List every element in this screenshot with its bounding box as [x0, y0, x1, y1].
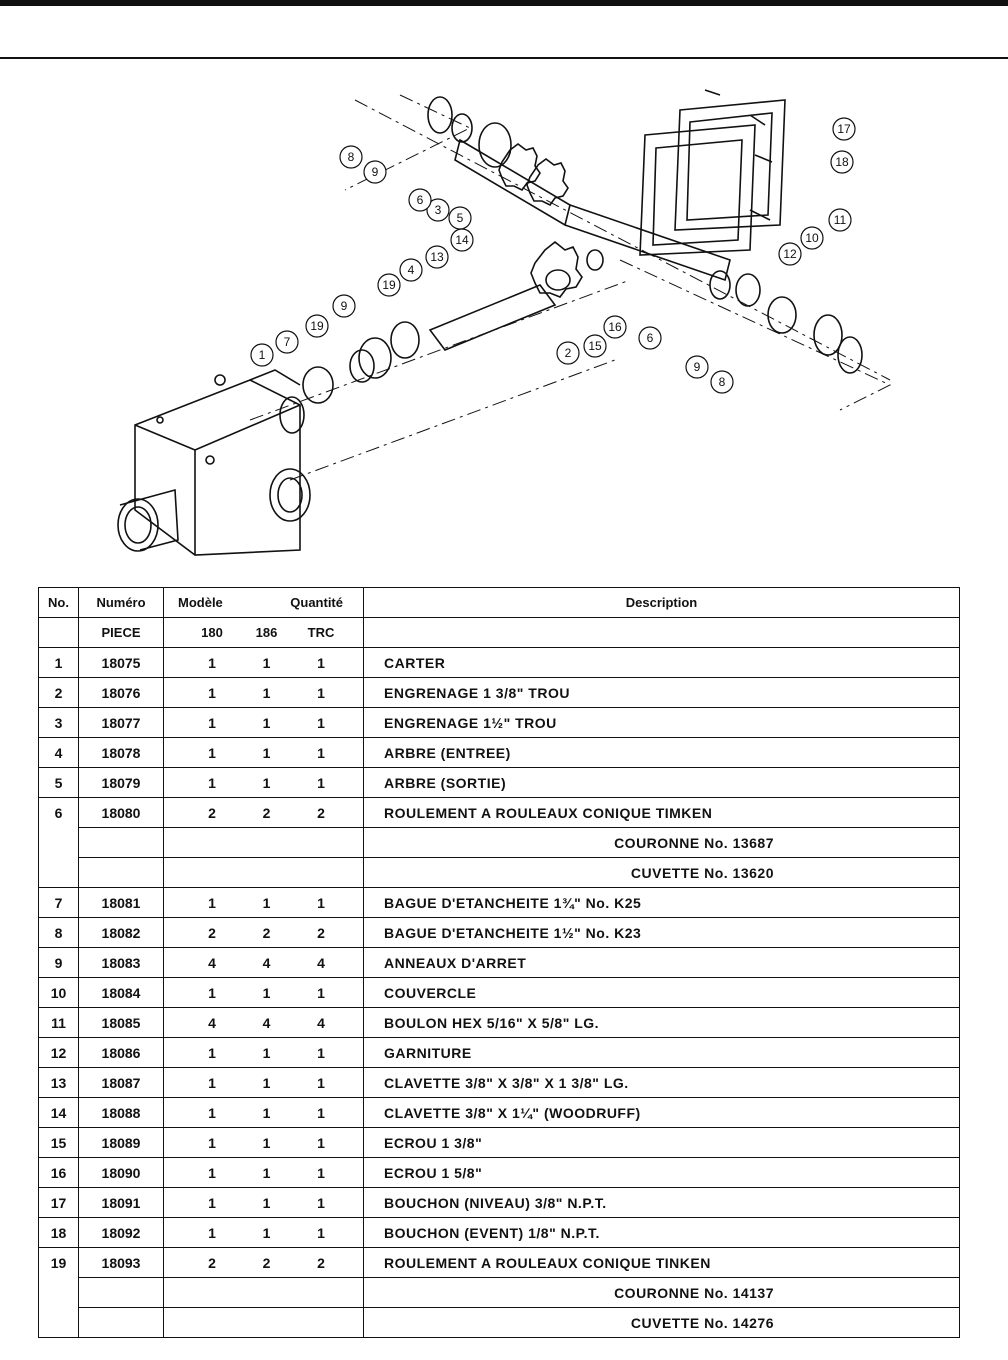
header-models: [164, 618, 364, 648]
cell-numero-empty: [79, 858, 164, 888]
cell-quantities: [164, 948, 364, 978]
cell-quantities: [164, 1188, 364, 1218]
cell-numero-empty: [79, 1278, 164, 1308]
callout-1: 1: [258, 348, 266, 362]
cell-quantities: [164, 888, 364, 918]
table-subrow: [39, 1308, 960, 1338]
table-row: [39, 648, 960, 678]
cell-qty-trc: 1: [317, 1104, 325, 1121]
cell-description: ENGRENAGE 1½" TROU: [364, 708, 960, 738]
callout-6: 6: [416, 193, 424, 207]
cell-numero-empty: [79, 828, 164, 858]
cell-numero: 18077: [79, 708, 164, 738]
cell-qty-trc: 1: [317, 984, 325, 1001]
header-rule: [0, 0, 1008, 6]
cell-description: BAGUE D'ETANCHEITE 1½" No. K23: [364, 918, 960, 948]
cell-description: ARBRE (SORTIE): [364, 768, 960, 798]
cell-qty-186: 1: [262, 774, 271, 791]
cell-quantities: [164, 738, 364, 768]
callout-19: 19: [382, 278, 396, 292]
callout-7: 7: [283, 335, 291, 349]
cell-numero: 18083: [79, 948, 164, 978]
header-modele-quantite: [164, 588, 364, 618]
callout-2: 2: [564, 346, 572, 360]
cell-qty-186: 1: [262, 654, 271, 671]
cell-description: GARNITURE: [364, 1038, 960, 1068]
cell-qty-trc: 2: [317, 804, 325, 821]
cell-no: 16: [39, 1158, 79, 1188]
cell-numero: 18084: [79, 978, 164, 1008]
callout-5: 5: [456, 211, 464, 225]
callout-13: 13: [430, 250, 444, 264]
cell-numero: 18080: [79, 798, 164, 828]
cell-quantities: [164, 768, 364, 798]
cell-no: 4: [39, 738, 79, 768]
table-row: [39, 708, 960, 738]
cell-description: BOUCHON (NIVEAU) 3/8" N.P.T.: [364, 1188, 960, 1218]
cell-qty-186: 2: [262, 804, 271, 821]
cell-qty-180: 1: [208, 1134, 216, 1151]
callout-3: 3: [434, 203, 442, 217]
cell-numero: 18085: [79, 1008, 164, 1038]
input-shaft-drawing: [280, 242, 603, 433]
cell-qty-trc: 1: [317, 744, 325, 761]
cell-qty-180: 1: [208, 654, 216, 671]
cell-qty-186: 1: [262, 1044, 271, 1061]
cell-numero: 18091: [79, 1188, 164, 1218]
callout-10: 10: [805, 231, 819, 245]
cell-qty-180: 1: [208, 1074, 216, 1091]
cell-quantities: [164, 798, 364, 828]
cell-qty-180: 1: [208, 684, 216, 701]
cell-qty-180: 4: [208, 954, 216, 971]
header-description: Description: [364, 588, 960, 618]
table-row: [39, 1068, 960, 1098]
cell-qty-trc: 1: [317, 1194, 325, 1211]
cell-qty-186: 1: [262, 1134, 271, 1151]
cell-qty-180: 1: [208, 1104, 216, 1121]
header-piece: PIECE: [79, 618, 164, 648]
table-subrow: [39, 858, 960, 888]
cover-drawing: [640, 90, 785, 255]
header-numero: Numéro: [79, 588, 164, 618]
table-row: [39, 1248, 960, 1278]
cell-numero: 18079: [79, 768, 164, 798]
cell-numero: 18093: [79, 1248, 164, 1278]
table-row: [39, 768, 960, 798]
cell-qty-trc: 1: [317, 1044, 325, 1061]
cell-no: 8: [39, 918, 79, 948]
cell-no-empty: [39, 1278, 79, 1308]
cell-quantities: [164, 978, 364, 1008]
subheader-desc-empty: [364, 618, 960, 648]
cell-numero: 18090: [79, 1158, 164, 1188]
cell-description: ARBRE (ENTREE): [364, 738, 960, 768]
cell-description: ECROU 1 5/8": [364, 1158, 960, 1188]
callout-14: 14: [455, 233, 469, 247]
table-subheader-row: [39, 618, 960, 648]
cell-numero: 18081: [79, 888, 164, 918]
cell-qty-186: 2: [262, 1254, 271, 1271]
cell-qty-trc: 1: [317, 714, 325, 731]
cell-quantities: [164, 1248, 364, 1278]
cell-quantities: [164, 1008, 364, 1038]
cell-qty-trc: 2: [317, 1254, 325, 1271]
cell-quantities: [164, 1218, 364, 1248]
cell-description: ROULEMENT A ROULEAUX CONIQUE TIMKEN: [364, 798, 960, 828]
cell-quantities: [164, 708, 364, 738]
header-186: 186: [255, 625, 278, 640]
cell-description: ROULEMENT A ROULEAUX CONIQUE TINKEN: [364, 1248, 960, 1278]
callout-19b: 19: [310, 319, 324, 333]
cell-no: 1: [39, 648, 79, 678]
cell-no: 11: [39, 1008, 79, 1038]
cell-no: 3: [39, 708, 79, 738]
cell-qty-180: 1: [208, 1224, 216, 1241]
cell-numero: 18076: [79, 678, 164, 708]
cell-no-empty: [39, 1308, 79, 1338]
callout-15: 15: [588, 339, 602, 353]
cell-no-empty: [39, 858, 79, 888]
cell-qty-180: 1: [208, 1194, 216, 1211]
table-row: [39, 1128, 960, 1158]
cell-subpart: CUVETTE No. 13620: [364, 858, 960, 888]
cell-qty-180: 1: [208, 744, 216, 761]
cell-numero: 18092: [79, 1218, 164, 1248]
cell-qty-186: 2: [262, 924, 271, 941]
cell-qty-180: 2: [208, 1254, 216, 1271]
header-underline: [0, 57, 1008, 59]
callout-8: 8: [347, 150, 355, 164]
table-row: [39, 1218, 960, 1248]
cell-quantities: [164, 1128, 364, 1158]
cell-qty-180: 1: [208, 714, 216, 731]
cell-description: CLAVETTE 3/8" X 3/8" X 1 3/8" LG.: [364, 1068, 960, 1098]
callout-16: 16: [608, 320, 622, 334]
cell-no: 6: [39, 798, 79, 828]
header-no: No.: [39, 588, 79, 618]
cell-no: 7: [39, 888, 79, 918]
cell-qty-trc: 4: [317, 954, 325, 971]
table-row: [39, 1008, 960, 1038]
table-row: [39, 1158, 960, 1188]
callout-12: 12: [783, 247, 797, 261]
cell-qty-trc: 1: [317, 1074, 325, 1091]
cell-qty-186: 1: [262, 684, 271, 701]
cell-qty-186: 1: [262, 1074, 271, 1091]
cell-qty-186: 4: [262, 954, 271, 971]
header-trc: TRC: [307, 625, 335, 640]
callout-11: 11: [833, 213, 847, 227]
table-row: [39, 1098, 960, 1128]
cell-qty-trc: 1: [317, 684, 325, 701]
cell-qty-trc: 1: [317, 654, 325, 671]
cell-qty-180: 2: [208, 924, 216, 941]
cell-no: 18: [39, 1218, 79, 1248]
callout-9: 9: [371, 165, 379, 179]
cell-qty-186: 1: [262, 1194, 271, 1211]
cell-description: BOUCHON (EVENT) 1/8" N.P.T.: [364, 1218, 960, 1248]
cell-quantities: [164, 1038, 364, 1068]
table-header-row: [39, 588, 960, 618]
callout-9b: 9: [693, 360, 701, 374]
cell-qty-180: 1: [208, 894, 216, 911]
cell-no: 10: [39, 978, 79, 1008]
parts-table-body: [39, 648, 960, 1338]
cell-numero: 18078: [79, 738, 164, 768]
cell-no: 9: [39, 948, 79, 978]
callout-17: 17: [837, 122, 851, 136]
table-row: [39, 1038, 960, 1068]
exploded-view-diagram: [100, 80, 900, 580]
cell-qty-180: 1: [208, 1044, 216, 1061]
header-180: 180: [201, 625, 223, 640]
cell-qty-186: 1: [262, 1224, 271, 1241]
cell-qty-186: 1: [262, 984, 271, 1001]
callout-8b: 8: [718, 375, 726, 389]
cell-numero: 18082: [79, 918, 164, 948]
cell-numero: 18089: [79, 1128, 164, 1158]
cell-qty-trc: 1: [317, 894, 325, 911]
callout-6b: 6: [646, 331, 654, 345]
cell-numero: 18086: [79, 1038, 164, 1068]
cell-quantities: [164, 918, 364, 948]
cell-description: ANNEAUX D'ARRET: [364, 948, 960, 978]
cell-qty-186: 1: [262, 894, 271, 911]
cell-quantities-empty: [164, 1278, 364, 1308]
cell-subpart: COURONNE No. 13687: [364, 828, 960, 858]
cell-numero-empty: [79, 1308, 164, 1338]
cell-qty-180: 2: [208, 804, 216, 821]
parts-table: [38, 587, 960, 1338]
cell-quantities-empty: [164, 1308, 364, 1338]
cell-qty-186: 4: [262, 1014, 271, 1031]
cell-quantities-empty: [164, 828, 364, 858]
table-row: [39, 978, 960, 1008]
cell-numero: 18088: [79, 1098, 164, 1128]
cell-subpart: COURONNE No. 14137: [364, 1278, 960, 1308]
cell-description: COUVERCLE: [364, 978, 960, 1008]
cell-qty-trc: 1: [317, 774, 325, 791]
cell-quantities-empty: [164, 858, 364, 888]
cell-quantities: [164, 1098, 364, 1128]
table-row: [39, 678, 960, 708]
table-row: [39, 1188, 960, 1218]
cell-qty-trc: 1: [317, 1224, 325, 1241]
cell-qty-trc: 1: [317, 1164, 325, 1181]
cell-no: 5: [39, 768, 79, 798]
cell-qty-180: 1: [208, 774, 216, 791]
cell-description: ENGRENAGE 1 3/8" TROU: [364, 678, 960, 708]
cell-description: BOULON HEX 5/16" X 5/8" LG.: [364, 1008, 960, 1038]
table-row: [39, 798, 960, 828]
cell-description: CARTER: [364, 648, 960, 678]
callout-4: 4: [407, 263, 415, 277]
cell-description: ECROU 1 3/8": [364, 1128, 960, 1158]
cell-qty-186: 1: [262, 1164, 271, 1181]
cell-no: 2: [39, 678, 79, 708]
cell-quantities: [164, 1158, 364, 1188]
cell-qty-180: 4: [208, 1014, 216, 1031]
table-row: [39, 948, 960, 978]
cell-no-empty: [39, 828, 79, 858]
callout-18: 18: [835, 155, 849, 169]
cell-no: 19: [39, 1248, 79, 1278]
cell-qty-trc: 4: [317, 1014, 325, 1031]
cell-quantities: [164, 648, 364, 678]
cell-numero: 18075: [79, 648, 164, 678]
cell-quantities: [164, 1068, 364, 1098]
cell-qty-186: 1: [262, 744, 271, 761]
cell-no: 14: [39, 1098, 79, 1128]
cell-no: 15: [39, 1128, 79, 1158]
table-row: [39, 738, 960, 768]
callout-9c: 9: [340, 299, 348, 313]
cell-qty-186: 1: [262, 1104, 271, 1121]
cell-description: CLAVETTE 3/8" X 1¼" (WOODRUFF): [364, 1098, 960, 1128]
table-subrow: [39, 1278, 960, 1308]
table-row: [39, 918, 960, 948]
cell-no: 12: [39, 1038, 79, 1068]
table-subrow: [39, 828, 960, 858]
subheader-empty: [39, 618, 79, 648]
cell-qty-186: 1: [262, 714, 271, 731]
cell-quantities: [164, 678, 364, 708]
cell-no: 13: [39, 1068, 79, 1098]
cell-description: BAGUE D'ETANCHEITE 1¾" No. K25: [364, 888, 960, 918]
cell-subpart: CUVETTE No. 14276: [364, 1308, 960, 1338]
header-modele: Modèle: [178, 595, 223, 610]
cell-qty-180: 1: [208, 1164, 216, 1181]
table-row: [39, 888, 960, 918]
header-quantite: Quantité: [290, 595, 343, 610]
cell-qty-trc: 2: [317, 924, 325, 941]
housing-drawing: [118, 370, 310, 555]
cell-no: 17: [39, 1188, 79, 1218]
cell-qty-180: 1: [208, 984, 216, 1001]
cell-qty-trc: 1: [317, 1134, 325, 1151]
cell-numero: 18087: [79, 1068, 164, 1098]
